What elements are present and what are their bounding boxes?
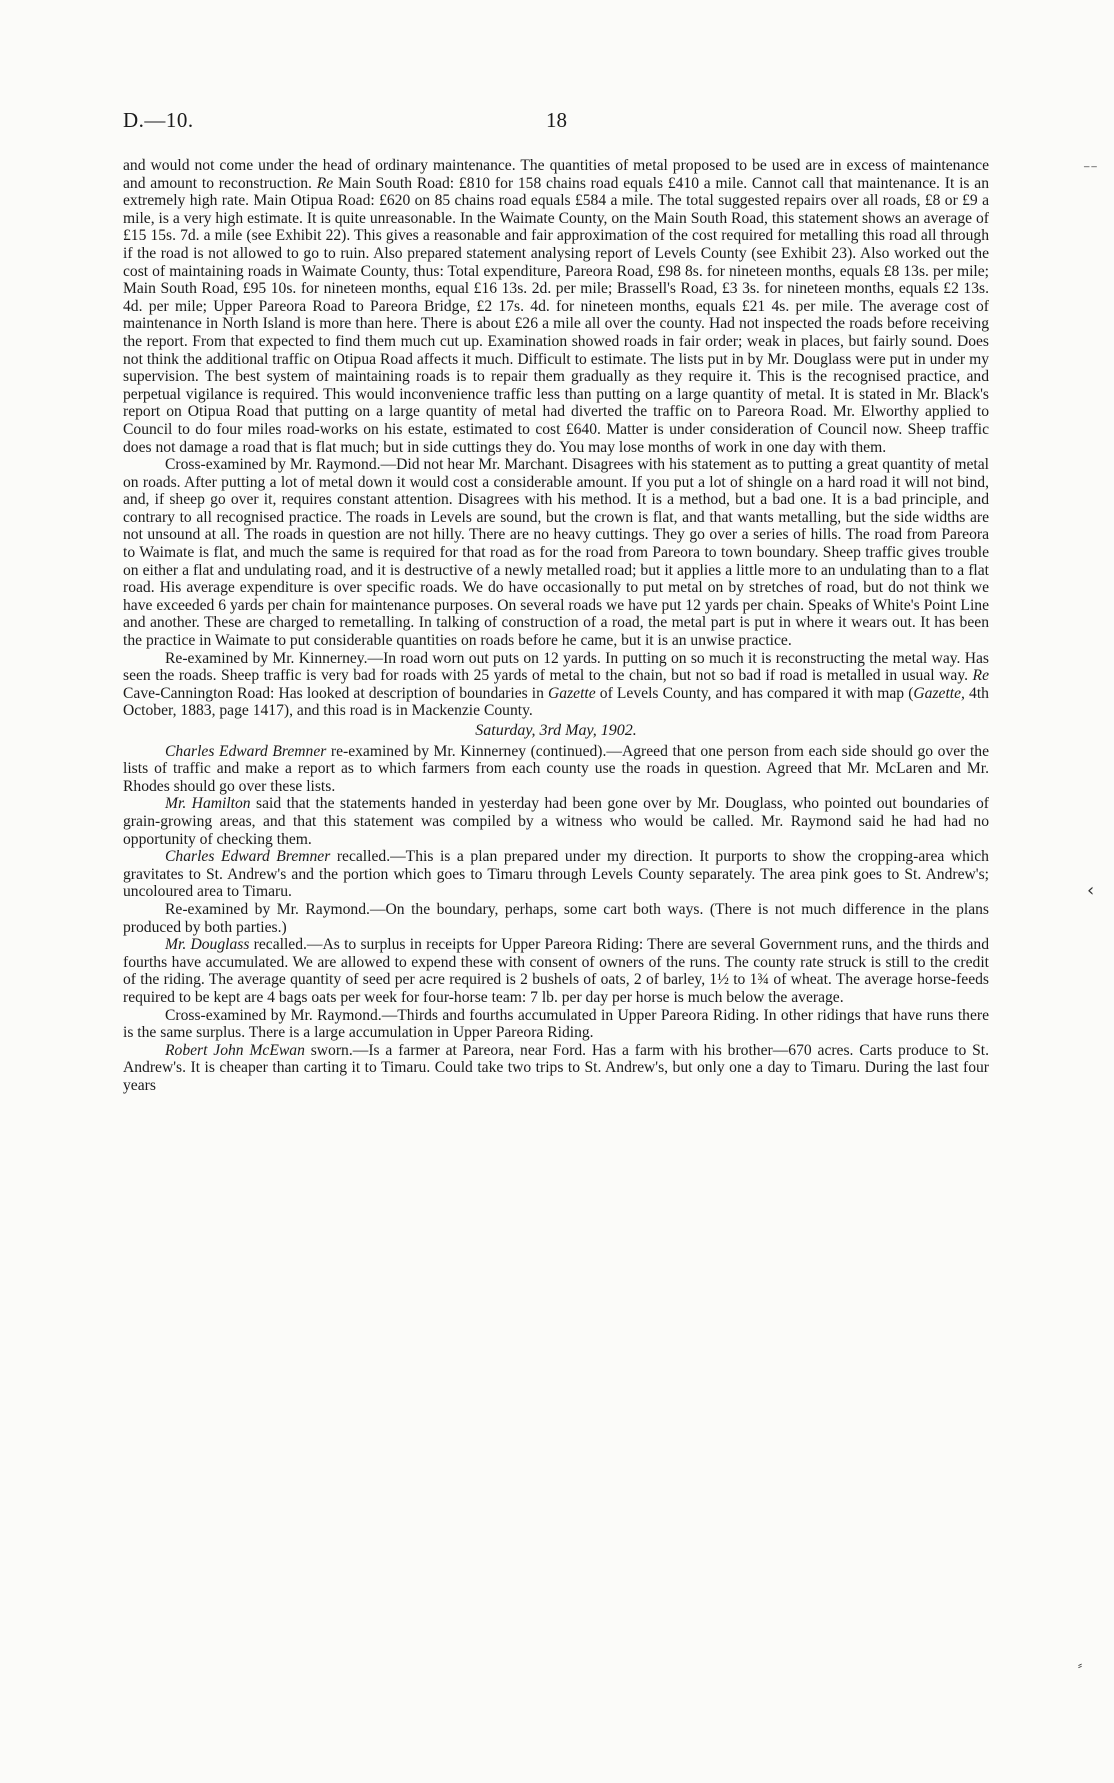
paragraph-text: Cave-Cannington Road: Has looked at description of boundaries in — [123, 684, 549, 702]
body-paragraph — [123, 743, 989, 796]
paragraph-text: Cross-examined by Mr. Raymond.—Thirds and fourths accumulated in Upper Pareora Riding. In other ridings that have runs there is the same surplus. There is a large accumulation in Upper Pareora Riding. — [123, 1006, 989, 1042]
italic-text: Charles Edward Bremner — [165, 848, 331, 866]
scan-artifact-mark: ‹ — [1087, 880, 1095, 901]
page-header — [123, 108, 993, 138]
body-paragraph — [123, 848, 989, 901]
italic-text: Mr. Douglass — [165, 936, 250, 954]
document-body — [123, 157, 989, 1094]
paragraph-text: Re-examined by Mr. Kinnerney.—In road worn out puts on 12 yards. In putting on so much it is reconstructing the metal way. Has seen the roads. Sheep traffic is very bad for roads with 25 yards of metal to the chain, but not so bad if road is metalled in usual way. — [123, 649, 989, 685]
italic-text: Re — [316, 174, 334, 192]
paragraph-text: 4th October, 1883, page 1417), and this road is in Mackenzie County. — [123, 684, 989, 720]
body-paragraph — [123, 1007, 989, 1042]
italic-text: Mr. Hamilton — [165, 795, 251, 813]
italic-text: Gazette — [548, 684, 596, 702]
italic-text: Saturday, 3rd May, 1902. — [475, 722, 637, 739]
paragraph-text: re-examined by Mr. Kinnerney (continued).—Agreed that one person from each side should go over the lists of traffic and make a report as to which farmers from each county use the roads in question. Agreed that Mr. McLaren and Mr. Rhodes should go over these lists. — [123, 742, 989, 795]
body-paragraph — [123, 795, 989, 848]
paragraph-text: of Levels County, and has compared it with map ( — [595, 684, 914, 702]
paragraph-text: Main South Road: £810 for 158 chains road equals £410 a mile. Cannot call that maintenance. It is an extremely high rate. Main Otipua Road: £620 on 85 chains road equals £584 a mile. The total suggested repairs over all roads, £8 or £9 a mile, is a very high estimate. It is quite unreasonable. In the Waimate County, on the Main South Road, this statement shows an average of £15 15s. 7d. a mile (see Exhibit 22). This gives a reasonable and fair approximation of the cost required for metalling this road all through if the road is not allowed to go to ruin. Also prepared statement analysing report of Levels County (see Exhibit 23). Also worked out the cost of maintaining roads in Waimate County, thus: Total expenditure, Pareora Road, £98 8s. for nineteen months, equals £8 13s. per mile; Main South Road, £95 10s. for nineteen months, equal £16 13s. 2d. per mile; Brassell's Road, £3 3s. for nineteen months, equals £2 13s. 4d. per mile; Upper Pareora Road to Pareora Bridge, £2 17s. 4d. for nineteen months, equals £21 4s. per mile. The average cost of maintenance in North Island is more than here. There is about £26 a mile all over the county. Had not inspected the roads before receiving the report. From that expected to find them much cut up. Examination showed roads in fair order; weak in places, but fairly sound. Does not think the additional traffic on Otipua Road affects it much. Difficult to estimate. The lists put in by Mr. Douglass were put in under my supervision. The best system of maintaining roads is to repair them gradually as they require it. This is the recognised practice, and perpetual vigilance is required. This would inconvenience traffic less than putting on a large quantity of metal. It is stated in Mr. Black's report on Otipua Road that putting on a large quantity of metal had diverted the traffic on to Pareora Road. Mr. Elworthy applied to Council to do four miles road-works on his estate, estimated to cost £640. Matter is under consideration of Council now. Sheep traffic does not damage a road that is flat much; but in side cuttings they do. You may lose months of work in one day with them. — [123, 174, 989, 456]
scan-artifact-mark: ⸗ — [1078, 1658, 1082, 1672]
paragraph-text: sworn.—Is a farmer at Pareora, near Ford. Has a farm with his brother—670 acres. Carts produce to St. Andrew's. It is cheaper than carting it to Timaru. Could take two trips to St. Andrew's, but only one a day to Timaru. During the last four years — [123, 1041, 989, 1094]
paragraph-text: recalled.—As to surplus in receipts for Upper Pareora Riding: There are several Government runs, and the thirds and fourths have accumulated. We are allowed to expend these with consent of owners of the runs. The county rate struck is still to the credit of the riding. The average quantity of seed per acre required is 2 bushels of oats, 2 of barley, 1½ to 1¾ of wheat. The average horse-feeds required to be kept are 4 bags oats per week for four-horse team: 7 lb. per day per horse is much below the average. — [123, 936, 989, 1006]
paragraph-text: and would not come under the head of ordinary maintenance. The quantities of metal proposed to be used are in excess of maintenance and amount to reconstruction. — [123, 157, 989, 192]
body-paragraph — [123, 901, 989, 936]
body-paragraph — [123, 936, 989, 1006]
paragraph-text: recalled.—This is a plan prepared under my direction. It purports to show the cropping-area which gravitates to St. Andrew's and the portion which goes to Timaru through Levels County separately. The area pink goes to St. Andrew's; uncoloured area to Timaru. — [123, 848, 989, 901]
document-id: D.—10. — [123, 108, 194, 132]
paragraph-text: said that the statements handed in yesterday had been gone over by Mr. Douglass, who pointed out boundaries of grain-growing areas, and that this statement was compiled by a witness who would be called. Mr. Raymond said he had had no opportunity of checking them. — [123, 795, 989, 848]
page-number: 18 — [546, 108, 567, 132]
paragraph-text: Re-examined by Mr. Raymond.—On the boundary, perhaps, some cart both ways. (There is not much difference in the plans produced by both parties.) — [123, 900, 989, 936]
paragraph-text: Cross-examined by Mr. Raymond.—Did not hear Mr. Marchant. Disagrees with his statement as to putting a great quantity of metal on roads. After putting a lot of metal down it would cost a considerable amount. If you put a lot of shingle on a hard road it will not bind, and, if sheep go over it, requires constant attention. Disagrees with his method. It is a method, but a bad one. It is a bad principle, and contrary to all recognised practice. The roads in Levels are sound, but the crown is flat, and that wants metalling, but the side widths are not unsound at all. The roads in question are not hilly. There are no heavy cuttings. They go over a series of hills. The road from Pareora to Waimate is flat, and much the same is required for that road as for the road from Pareora to town boundary. Sheep traffic gives trouble on either a flat and undulating road, and it is destructive of a newly metalled road; but it applies a little more to an undulating than to a flat road. His average expenditure is over specific roads. We do have occasionally to put metal on by stretches of road, but do not think we have exceeded 6 yards per chain for maintenance purposes. On several roads we have put 12 yards per chain. Speaks of White's Point Line and another. These are charged to remetalling. In talking of construction of a road, the metal part is put in where it wears out. It has been the practice in Waimate to put considerable quantities on roads before he came, but it is an unwise practice. — [123, 456, 989, 650]
date-heading — [123, 722, 989, 740]
italic-text: Re — [972, 667, 989, 685]
body-paragraph — [123, 456, 989, 650]
italic-text: Charles Edward Bremner — [165, 742, 327, 760]
italic-text: Robert John McEwan — [165, 1041, 305, 1059]
body-paragraph — [123, 157, 989, 456]
body-paragraph — [123, 1042, 989, 1095]
italic-text: Gazette, — [913, 684, 965, 702]
scan-artifact-mark: ⁻⁻ — [1083, 162, 1098, 178]
body-paragraph — [123, 650, 989, 720]
